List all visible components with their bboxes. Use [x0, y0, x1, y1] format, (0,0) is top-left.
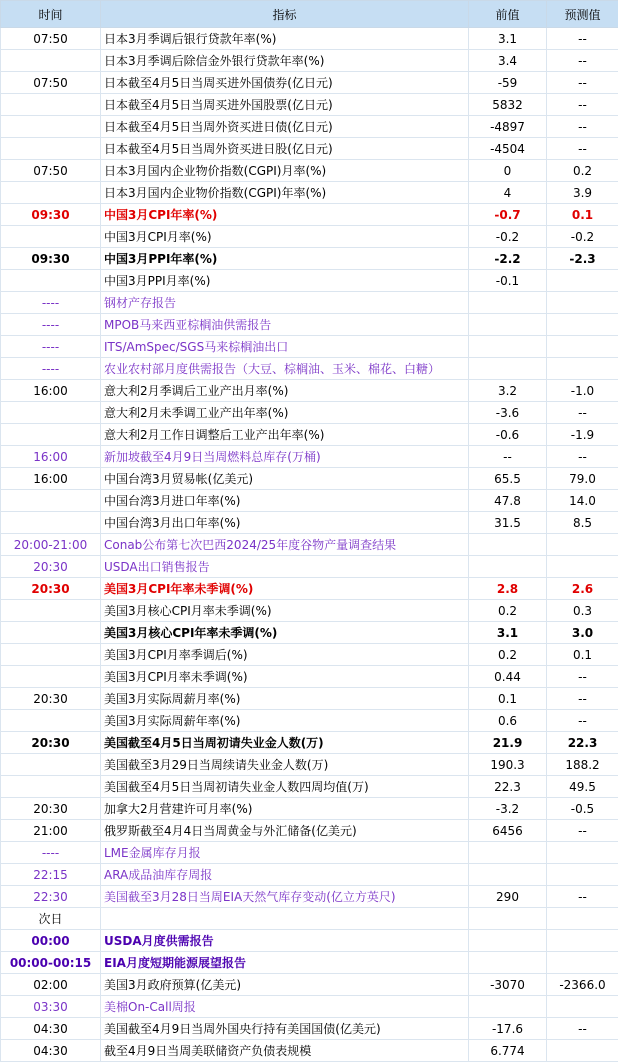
row-time: ----	[1, 842, 101, 864]
row-time: 21:00	[1, 820, 101, 842]
row-forecast: --	[547, 666, 618, 688]
table-row	[1, 248, 618, 270]
row-forecast: --	[547, 886, 618, 908]
row-forecast: --	[547, 28, 618, 50]
table-row	[1, 182, 618, 204]
row-time: 00:00-00:15	[1, 952, 101, 974]
table-row	[1, 50, 618, 72]
row-previous: 4	[469, 182, 547, 204]
table-row	[1, 380, 618, 402]
row-previous: -4504	[469, 138, 547, 160]
table-row	[1, 710, 618, 732]
row-indicator: MPOB马来西亚棕榈油供需报告	[101, 314, 469, 336]
row-indicator: 美国3月核心CPI月率未季调(%)	[101, 600, 469, 622]
table-row	[1, 930, 618, 952]
row-forecast: 79.0	[547, 468, 618, 490]
table-row	[1, 1018, 618, 1040]
row-indicator: 美国3月核心CPI年率未季调(%)	[101, 622, 469, 644]
table-row	[1, 446, 618, 468]
row-forecast: --	[547, 710, 618, 732]
row-indicator: 意大利2月未季调工业产出年率(%)	[101, 402, 469, 424]
row-previous: -3070	[469, 974, 547, 996]
row-forecast: 22.3	[547, 732, 618, 754]
row-time	[1, 776, 101, 798]
row-previous: 3.4	[469, 50, 547, 72]
row-previous: 47.8	[469, 490, 547, 512]
table-row	[1, 468, 618, 490]
row-previous	[469, 930, 547, 952]
row-previous: --	[469, 446, 547, 468]
row-indicator: 俄罗斯截至4月4日当周黄金与外汇储备(亿美元)	[101, 820, 469, 842]
row-previous: -0.2	[469, 226, 547, 248]
table-row	[1, 336, 618, 358]
row-indicator: 日本3月季调后银行贷款年率(%)	[101, 28, 469, 50]
row-previous: 3.1	[469, 622, 547, 644]
row-previous: 21.9	[469, 732, 547, 754]
row-forecast: 3.9	[547, 182, 618, 204]
table-row	[1, 974, 618, 996]
row-previous	[469, 336, 547, 358]
row-forecast	[547, 842, 618, 864]
row-forecast	[547, 556, 618, 578]
table-row	[1, 644, 618, 666]
row-previous	[469, 292, 547, 314]
row-previous: 6456	[469, 820, 547, 842]
row-indicator: 日本3月季调后除信金外银行贷款年率(%)	[101, 50, 469, 72]
row-forecast	[547, 996, 618, 1018]
table-row	[1, 490, 618, 512]
row-forecast: 0.1	[547, 644, 618, 666]
table-row	[1, 1040, 618, 1062]
table-header-row	[1, 1, 618, 28]
header-forecast: 预测值	[547, 1, 618, 28]
table-row	[1, 358, 618, 380]
row-previous: 65.5	[469, 468, 547, 490]
row-indicator: USDA出口销售报告	[101, 556, 469, 578]
table-row	[1, 996, 618, 1018]
row-indicator: 中国3月CPI月率(%)	[101, 226, 469, 248]
table-row	[1, 666, 618, 688]
row-previous: 22.3	[469, 776, 547, 798]
row-forecast: -2366.0	[547, 974, 618, 996]
row-time: 00:00	[1, 930, 101, 952]
row-indicator: 美棉On-Call周报	[101, 996, 469, 1018]
row-time	[1, 138, 101, 160]
row-indicator: 中国3月PPI年率(%)	[101, 248, 469, 270]
row-indicator: 日本3月国内企业物价指数(CGPI)月率(%)	[101, 160, 469, 182]
table-row	[1, 732, 618, 754]
row-previous	[469, 996, 547, 1018]
row-previous: 0.2	[469, 600, 547, 622]
table-row	[1, 270, 618, 292]
row-indicator: 加拿大2月营建许可月率(%)	[101, 798, 469, 820]
row-indicator: 农业农村部月度供需报告（大豆、棕榈油、玉米、棉花、白糖）	[101, 358, 469, 380]
row-forecast: 0.1	[547, 204, 618, 226]
row-time	[1, 50, 101, 72]
row-indicator: 美国截至3月28日当周EIA天然气库存变动(亿立方英尺)	[101, 886, 469, 908]
row-previous: -0.7	[469, 204, 547, 226]
row-indicator	[101, 908, 469, 930]
row-forecast: -1.9	[547, 424, 618, 446]
row-indicator: ARA成品油库存周报	[101, 864, 469, 886]
row-previous	[469, 556, 547, 578]
row-forecast	[547, 358, 618, 380]
row-time	[1, 644, 101, 666]
row-forecast	[547, 336, 618, 358]
table-row	[1, 402, 618, 424]
row-indicator: 新加坡截至4月9日当周燃料总库存(万桶)	[101, 446, 469, 468]
row-previous: -59	[469, 72, 547, 94]
row-indicator: 钢材产存报告	[101, 292, 469, 314]
row-forecast	[547, 292, 618, 314]
row-indicator: 日本截至4月5日当周买进外国债券(亿日元)	[101, 72, 469, 94]
row-previous: -0.6	[469, 424, 547, 446]
row-forecast: --	[547, 72, 618, 94]
row-time: ----	[1, 314, 101, 336]
row-time	[1, 270, 101, 292]
table-row	[1, 820, 618, 842]
row-time: 16:00	[1, 446, 101, 468]
row-time	[1, 622, 101, 644]
row-time	[1, 182, 101, 204]
row-time: 次日	[1, 908, 101, 930]
row-time	[1, 490, 101, 512]
row-time: 07:50	[1, 28, 101, 50]
row-previous: 0.6	[469, 710, 547, 732]
row-time: 07:50	[1, 160, 101, 182]
row-indicator: 日本3月国内企业物价指数(CGPI)年率(%)	[101, 182, 469, 204]
table-row	[1, 600, 618, 622]
table-row	[1, 688, 618, 710]
row-forecast	[547, 1040, 618, 1062]
row-time	[1, 754, 101, 776]
table-row	[1, 842, 618, 864]
row-time: ----	[1, 292, 101, 314]
row-forecast: 14.0	[547, 490, 618, 512]
row-previous: 290	[469, 886, 547, 908]
row-previous	[469, 314, 547, 336]
row-forecast	[547, 908, 618, 930]
table-body	[1, 28, 618, 1062]
table-row	[1, 138, 618, 160]
row-previous: 190.3	[469, 754, 547, 776]
row-time: 04:30	[1, 1018, 101, 1040]
row-time	[1, 424, 101, 446]
row-forecast: --	[547, 50, 618, 72]
row-time	[1, 710, 101, 732]
header-previous: 前值	[469, 1, 547, 28]
row-forecast: --	[547, 94, 618, 116]
row-previous	[469, 534, 547, 556]
table-row	[1, 314, 618, 336]
table-row	[1, 424, 618, 446]
row-indicator: 美国截至3月29日当周续请失业金人数(万)	[101, 754, 469, 776]
row-time	[1, 666, 101, 688]
table-row	[1, 28, 618, 50]
table-row	[1, 798, 618, 820]
row-indicator: EIA月度短期能源展望报告	[101, 952, 469, 974]
row-time: 20:30	[1, 798, 101, 820]
row-previous: -3.6	[469, 402, 547, 424]
row-indicator: 截至4月9日当周美联储资产负债表规模	[101, 1040, 469, 1062]
table-row	[1, 776, 618, 798]
table-row	[1, 94, 618, 116]
row-forecast	[547, 534, 618, 556]
row-forecast: 0.2	[547, 160, 618, 182]
row-time: 04:30	[1, 1040, 101, 1062]
row-forecast: 2.6	[547, 578, 618, 600]
table-row	[1, 72, 618, 94]
row-indicator: USDA月度供需报告	[101, 930, 469, 952]
row-previous: -3.2	[469, 798, 547, 820]
row-indicator: 中国3月PPI月率(%)	[101, 270, 469, 292]
row-time: 20:00-21:00	[1, 534, 101, 556]
row-forecast	[547, 930, 618, 952]
table-row	[1, 886, 618, 908]
row-forecast: --	[547, 402, 618, 424]
row-time: 16:00	[1, 468, 101, 490]
row-previous: 31.5	[469, 512, 547, 534]
row-indicator: 意大利2月季调后工业产出月率(%)	[101, 380, 469, 402]
row-time: 09:30	[1, 204, 101, 226]
row-indicator: 美国截至4月5日当周初请失业金人数(万)	[101, 732, 469, 754]
row-time	[1, 94, 101, 116]
row-time: 22:15	[1, 864, 101, 886]
row-previous: 3.1	[469, 28, 547, 50]
table-row	[1, 556, 618, 578]
table-row	[1, 754, 618, 776]
table-row	[1, 292, 618, 314]
row-forecast: --	[547, 688, 618, 710]
row-forecast: --	[547, 138, 618, 160]
row-time	[1, 226, 101, 248]
table-row	[1, 116, 618, 138]
row-time	[1, 116, 101, 138]
row-time: 20:30	[1, 732, 101, 754]
row-time	[1, 402, 101, 424]
row-previous	[469, 864, 547, 886]
row-previous: -4897	[469, 116, 547, 138]
row-time: ----	[1, 336, 101, 358]
table-row	[1, 534, 618, 556]
row-forecast	[547, 864, 618, 886]
row-previous: -2.2	[469, 248, 547, 270]
row-previous: 0.1	[469, 688, 547, 710]
row-indicator: 日本截至4月5日当周外资买进日债(亿日元)	[101, 116, 469, 138]
row-forecast: -0.5	[547, 798, 618, 820]
row-forecast: -1.0	[547, 380, 618, 402]
row-indicator: 中国台湾3月进口年率(%)	[101, 490, 469, 512]
row-previous: 2.8	[469, 578, 547, 600]
table-row	[1, 622, 618, 644]
row-forecast: --	[547, 446, 618, 468]
row-previous: 0	[469, 160, 547, 182]
row-forecast: 8.5	[547, 512, 618, 534]
header-time: 时间	[1, 1, 101, 28]
row-time	[1, 512, 101, 534]
table-row	[1, 512, 618, 534]
row-previous: -0.1	[469, 270, 547, 292]
row-indicator: 美国截至4月9日当周外国央行持有美国国债(亿美元)	[101, 1018, 469, 1040]
row-indicator: 中国3月CPI年率(%)	[101, 204, 469, 226]
row-indicator: 美国3月实际周薪年率(%)	[101, 710, 469, 732]
row-previous	[469, 908, 547, 930]
row-indicator: 美国3月CPI月率未季调(%)	[101, 666, 469, 688]
row-indicator: 美国截至4月5日当周初请失业金人数四周均值(万)	[101, 776, 469, 798]
table-row	[1, 952, 618, 974]
row-indicator: 中国台湾3月贸易帐(亿美元)	[101, 468, 469, 490]
row-indicator: 美国3月CPI月率季调后(%)	[101, 644, 469, 666]
row-indicator: 意大利2月工作日调整后工业产出年率(%)	[101, 424, 469, 446]
row-forecast: 0.3	[547, 600, 618, 622]
row-time: 20:30	[1, 578, 101, 600]
row-time: 20:30	[1, 556, 101, 578]
row-indicator: 日本截至4月5日当周外资买进日股(亿日元)	[101, 138, 469, 160]
row-forecast	[547, 314, 618, 336]
table-row	[1, 578, 618, 600]
row-forecast: --	[547, 820, 618, 842]
row-forecast: --	[547, 116, 618, 138]
row-forecast: -2.3	[547, 248, 618, 270]
row-forecast: 188.2	[547, 754, 618, 776]
row-previous	[469, 842, 547, 864]
row-time: 02:00	[1, 974, 101, 996]
table-row	[1, 908, 618, 930]
row-previous	[469, 952, 547, 974]
row-indicator: 美国3月政府预算(亿美元)	[101, 974, 469, 996]
table-row	[1, 204, 618, 226]
row-time: ----	[1, 358, 101, 380]
table-row	[1, 864, 618, 886]
row-forecast: 49.5	[547, 776, 618, 798]
table-row	[1, 226, 618, 248]
row-time: 20:30	[1, 688, 101, 710]
row-indicator: 日本截至4月5日当周买进外国股票(亿日元)	[101, 94, 469, 116]
header-indicator: 指标	[101, 1, 469, 28]
row-time: 09:30	[1, 248, 101, 270]
row-previous: 6.774	[469, 1040, 547, 1062]
row-indicator: LME金属库存月报	[101, 842, 469, 864]
row-time: 16:00	[1, 380, 101, 402]
row-previous: 0.2	[469, 644, 547, 666]
row-forecast	[547, 952, 618, 974]
row-previous: 5832	[469, 94, 547, 116]
row-time	[1, 600, 101, 622]
row-previous	[469, 358, 547, 380]
table-row	[1, 160, 618, 182]
row-forecast: -0.2	[547, 226, 618, 248]
row-previous: 0.44	[469, 666, 547, 688]
row-forecast	[547, 270, 618, 292]
row-indicator: 中国台湾3月出口年率(%)	[101, 512, 469, 534]
row-indicator: ITS/AmSpec/SGS马来棕榈油出口	[101, 336, 469, 358]
row-time: 03:30	[1, 996, 101, 1018]
row-previous: 3.2	[469, 380, 547, 402]
row-time: 07:50	[1, 72, 101, 94]
row-previous: -17.6	[469, 1018, 547, 1040]
row-forecast: 3.0	[547, 622, 618, 644]
row-indicator: Conab公布第七次巴西2024/25年度谷物产量调查结果	[101, 534, 469, 556]
row-indicator: 美国3月实际周薪月率(%)	[101, 688, 469, 710]
row-forecast: --	[547, 1018, 618, 1040]
row-indicator: 美国3月CPI年率未季调(%)	[101, 578, 469, 600]
row-time: 22:30	[1, 886, 101, 908]
